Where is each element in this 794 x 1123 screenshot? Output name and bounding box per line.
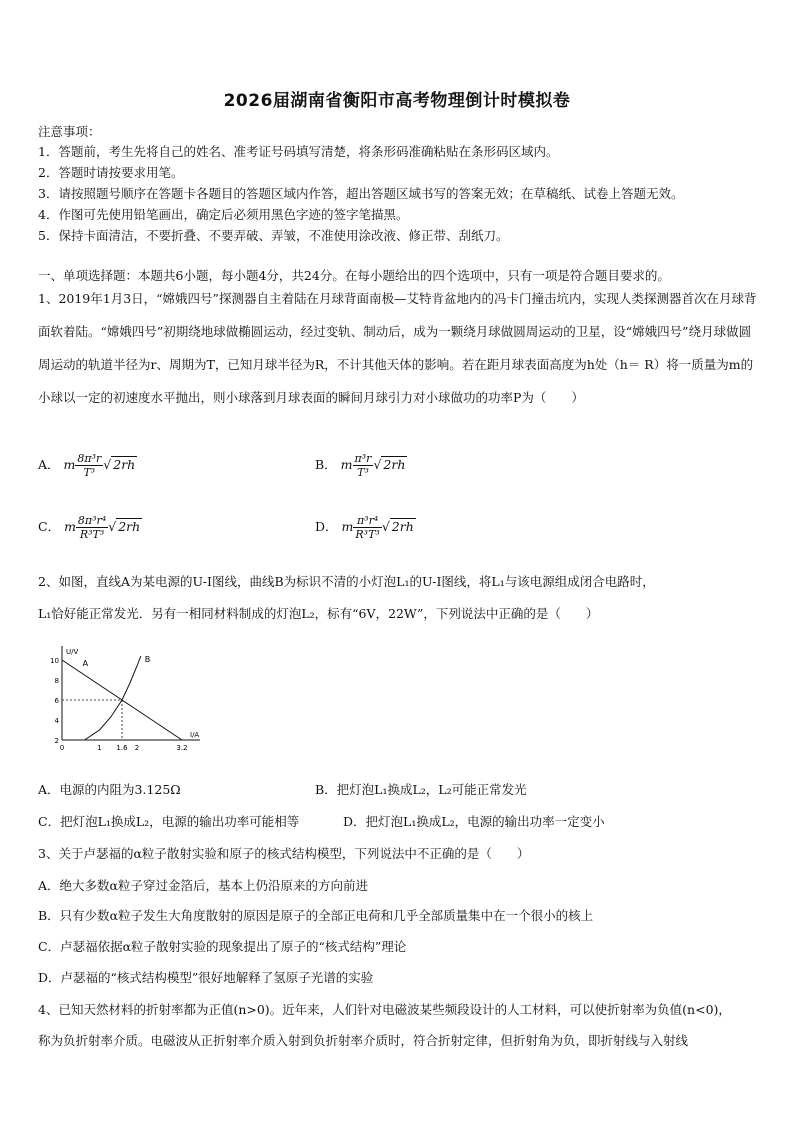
note-item: 2．答题时请按要求用笔。 <box>38 165 184 180</box>
y-tick-label: 6 <box>54 697 59 705</box>
question-2-line-1: 2、如图，直线A为某电源的U-I图线，曲线B为标识不清的小灯泡L₁的U-I图线，将L₁与该电源组成闭合电路时， <box>38 574 655 589</box>
x-tick-label: 0 <box>59 744 65 752</box>
option-var: m <box>63 457 76 472</box>
y-tick-label: 8 <box>54 677 59 685</box>
notes-heading: 注意事项： <box>38 124 101 139</box>
x-tick-label: 2 <box>134 744 140 752</box>
series-line-b <box>82 656 141 740</box>
y-tick-label: 10 <box>50 657 59 665</box>
q3-option-a: A．绝大多数α粒子穿过金箔后，基本上仍沿原来的方向前进 <box>38 878 368 893</box>
x-tick-label: 1.6 <box>116 744 128 752</box>
option-var: m <box>340 457 353 472</box>
fraction <box>76 514 108 541</box>
fraction <box>75 452 103 479</box>
sqrt-radicand: 2rh <box>118 519 141 534</box>
q2-option-a: A．电源的内阻为3.125Ω <box>38 782 181 797</box>
q1-option-c: C． m $\frac{\text{8π³r⁴}}{\text{R³T³}}$ √ 2rh <box>38 514 141 541</box>
fraction-numerator: π³r <box>354 452 372 465</box>
question-2-line-2: L₁恰好能正常发光．另有一相同材料制成的灯泡L₂，标有“6V，22W”，下列说法中正确的是（ ） <box>38 606 599 621</box>
note-item: 3．请按照题号顺序在答题卡各题目的答题区域内作答，超出答题区域书写的答案无效；在草稿纸、试卷上答题无效。 <box>38 186 684 201</box>
y-tick-label: 4 <box>54 717 59 725</box>
y-axis-label: U/V <box>66 648 79 656</box>
series-label-a: A <box>82 659 89 668</box>
q1-option-d: D． m $\frac{\text{π³r⁴}}{\text{R³T³}}$ √ 2rh <box>315 514 414 541</box>
fraction <box>353 452 374 479</box>
x-tick-label: 1 <box>97 744 102 752</box>
q2-option-b: B．把灯泡L₁换成L₂，L₂可能正常发光 <box>315 782 527 797</box>
note-item: 4．作图可先使用铅笔画出，确定后必须用黑色字迹的签字笔描黑。 <box>38 207 409 222</box>
q3-option-d: D．卢瑟福的“核式结构模型”很好地解释了氢原子光谱的实验 <box>38 970 374 985</box>
question-3-stem: 3、关于卢瑟福的α粒子散射实验和原子的核式结构模型，下列说法中不正确的是（ ） <box>38 846 530 861</box>
q3-option-c: C．卢瑟福依据α粒子散射实验的现象提出了原子的“核式结构”理论 <box>38 939 407 954</box>
question-4-line-2: 称为负折射率介质。电磁波从正折射率介质入射到负折射率介质时，符合折射定律，但折射角为负，即折射线与入射线 <box>38 1033 689 1048</box>
q1-option-b: B． m $\frac{\text{π³r}}{\text{T³}}$ √ 2rh <box>315 452 406 479</box>
option-var: m <box>341 519 354 534</box>
y-tick-label: 2 <box>54 737 59 745</box>
fraction-denominator: T³ <box>83 466 96 479</box>
option-var: m <box>64 519 76 534</box>
question-4-line-1: 4、已知天然材料的折射率都为正值(n>0)。近年来，人们针对电磁波某些频段设计的人工材料，可以使折射率为负值(n<0)， <box>38 1002 731 1017</box>
x-axis-label: I/A <box>190 731 200 739</box>
series-label-b: B <box>144 655 151 664</box>
fraction-denominator: R³T³ <box>355 528 380 541</box>
section-heading: 一、单项选择题：本题共6小题，每小题4分，共24分。在每小题给出的四个选项中，只有一项是符合题目要求的。 <box>38 268 670 283</box>
page-title: 2026届湖南省衡阳市高考物理倒计时模拟卷 <box>223 91 571 111</box>
sqrt-radicand: 2rh <box>383 457 406 472</box>
option-label: B． <box>315 457 337 472</box>
option-label: D． <box>315 519 338 534</box>
note-item: 1．答题前，考生先将自己的姓名、准考证号码填写清楚，将条形码准确粘贴在条形码区域内。 <box>38 144 559 159</box>
sqrt-radicand: 2rh <box>391 519 414 534</box>
fraction-denominator: R³T³ <box>79 528 105 541</box>
fraction-numerator: 8π³r⁴ <box>77 514 107 527</box>
ui-chart <box>40 640 210 760</box>
q2-option-c: C．把灯泡L₁换成L₂，电源的输出功率可能相等 <box>38 814 300 829</box>
fraction-numerator: 8π³r <box>77 452 102 465</box>
note-item: 5．保持卡面清洁，不要折叠、不要弄破、弄皱，不准使用涂改液、修正带、刮纸刀。 <box>38 228 509 243</box>
q1-option-a: A． m $\frac{\text{8π³r}}{\text{T³}}$ √ 2rh <box>38 452 136 479</box>
fraction-denominator: T³ <box>357 466 369 479</box>
fraction-numerator: π³r⁴ <box>353 514 381 528</box>
sqrt-radicand: 2rh <box>113 457 136 472</box>
q3-option-b: B．只有少数α粒子发生大角度散射的原因是原子的全部正电荷和几乎全部质量集中在一个很小的核上 <box>38 908 594 923</box>
q2-option-d: D．把灯泡L₁换成L₂，电源的输出功率一定变小 <box>343 814 605 829</box>
option-label: C． <box>38 519 61 534</box>
fraction <box>353 514 381 541</box>
question-1-stem: 1、2019年1月3日，“嫦娥四号”探测器自主着陆在月球背面南极—艾特肯盆地内的冯卡门撞击坑内，实现人类探测器首次在月球背面软着陆。“嫦娥四号”初期绕地球做椭圆运动，经过变轨、制动后，成为一颗绕月球做圆周运动的卫星，设“嫦娥四号”绕月球做圆周运动的轨道半径为r、周期为T，已知月球半径为R，不计其他天体的影响。若在距月球表面高度为h处（h＝ R）将一质量为m的小球以一定的初速度水平抛出，则小球落到月球表面的瞬间月球引力对小球做功的功率P为（ ） <box>38 291 757 405</box>
x-tick-label: 3.2 <box>176 744 188 752</box>
option-label: A． <box>38 457 60 472</box>
